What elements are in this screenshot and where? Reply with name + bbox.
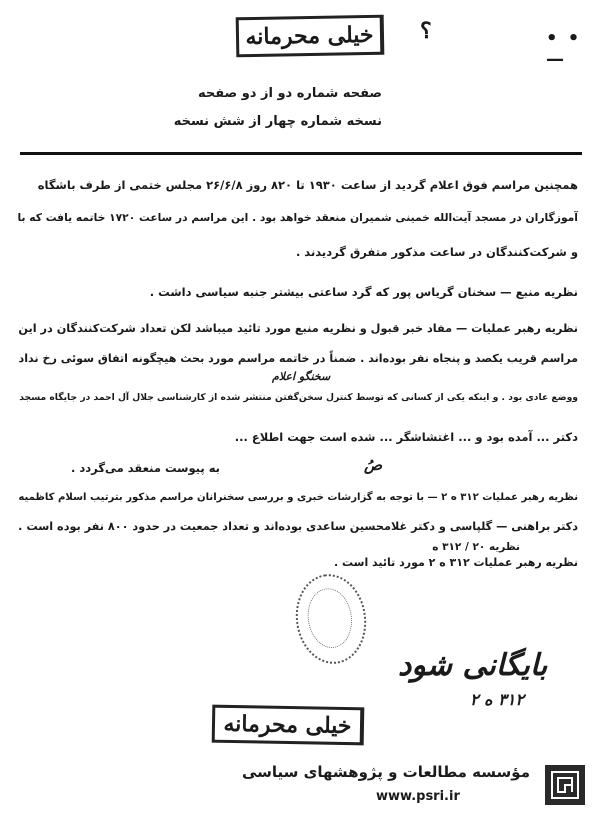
- body-line-8: دکتر ... آمده بود و ... اغتشاشگر ... شده است جهت اطلاع ...: [234, 430, 578, 444]
- body-line-5: نظریه رهبر عملیات — مفاد خبر قبول و نظریه منبع مورد تائید میباشد لکن تعداد شرکت‌کنندگان در این: [18, 322, 578, 335]
- body-line-12: نظریه ۲۰ / ۳۱۲ ه: [432, 541, 520, 553]
- archive-number: ۳۱۲ ه ۲: [470, 690, 524, 709]
- institute-name: مؤسسه مطالعات و پژوهشهای سیاسی: [241, 763, 530, 781]
- psri-logo-glyph: [550, 770, 580, 800]
- interlinear-handwritten-note: سخنگو اعلام: [272, 370, 331, 383]
- body-line-9: به پیوست منعقد می‌گردد .: [70, 461, 220, 475]
- body-line-10: نظریه رهبر عملیات ۳۱۲ ه ۲ — با توجه به گزارشات خبری و بررسی سخنرانان مراسم مذکور بترتیب اسلام کاظمیه: [18, 492, 578, 503]
- body-line-6: مراسم قریب یکصد و پنجاه نفر بوده‌اند . ضمناً در خاتمه مراسم مورد بحث هیچگونه اتفاق سوئی رخ نداد: [18, 352, 578, 365]
- body-line-2: آموزگاران در مسجد آیت‌الله خمینی شمیران منعقد خواهد بود . این مراسم در ساعت ۱۷۲۰ خاتمه یافت که با: [17, 211, 578, 224]
- corner-mark: • • —: [546, 28, 582, 70]
- bottom-confidential-stamp: خیلی محرمانه: [212, 705, 365, 746]
- page-number-line: صفحه شماره دو از دو صفحه: [198, 86, 382, 101]
- body-line-3: و شرکت‌کنندگان در ساعت مذکور متفرق گردیدند .: [295, 245, 578, 259]
- ink-seal: [290, 570, 372, 669]
- header-divider: [20, 152, 582, 155]
- copy-number-line: نسخه شماره چهار از شش نسخه: [173, 114, 382, 129]
- question-mark: ؟: [420, 18, 432, 44]
- body-line-7: ووضع عادی بود . و اینکه یکی از کسانی که توسط کنترل سخن‌گفتن منتشر شده از کارشناسی جلال آل احمد در جایگاه مسجد: [19, 392, 578, 403]
- psri-logo-icon: [545, 765, 585, 805]
- top-confidential-stamp: خیلی محرمانه: [236, 15, 385, 58]
- body-line-4: نظریه منبع — سخنان گریاس پور که گرد ساعتی بیشتر جنبه سیاسی داشت .: [149, 285, 578, 299]
- initials-mark: صُ: [364, 456, 383, 474]
- body-line-11: دکتر براهنی — گلپاسی و دکتر غلامحسین ساعدی بوده‌اند و تعداد جمعیت در حدود ۸۰۰ نفر بوده است .: [18, 520, 578, 533]
- website-link[interactable]: www.psri.ir: [376, 789, 460, 804]
- body-line-1: همچنین مراسم فوق اعلام گردید از ساعت ۱۹۳۰ تا ۸۲۰ روز ۲۶/۶/۸ مجلس ختمی از طرف باشگاه: [37, 178, 578, 192]
- body-line-13: نظریه رهبر عملیات ۳۱۲ ه ۲ مورد تائید است .: [333, 556, 578, 569]
- archive-handwritten-note: بایگانی شود: [398, 648, 548, 683]
